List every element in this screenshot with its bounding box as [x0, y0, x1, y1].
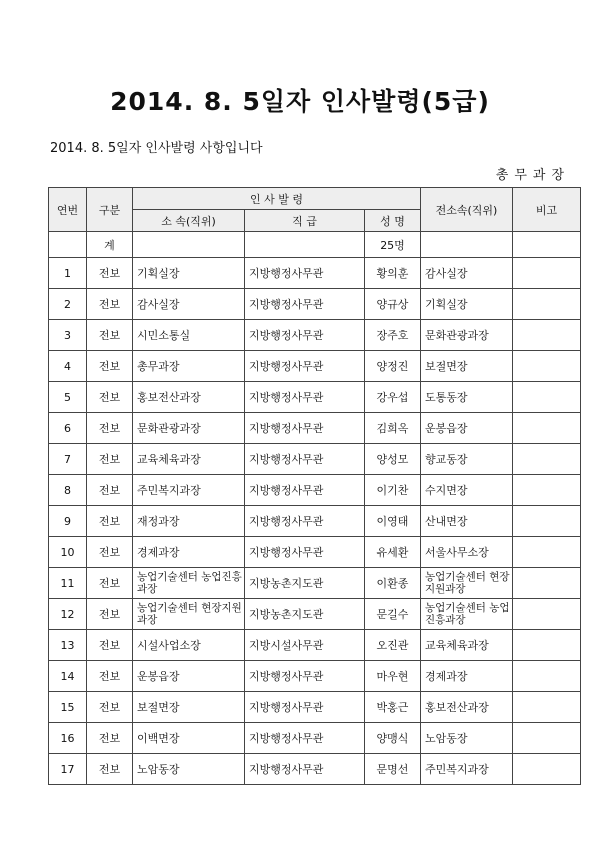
cell-affiliation: 시민소통실: [133, 320, 245, 351]
cell-prev: 서울사무소장: [421, 537, 513, 568]
cell-type: 전보: [87, 382, 133, 413]
cell-prev: 향교동장: [421, 444, 513, 475]
cell-prev: 노암동장: [421, 723, 513, 754]
cell-type: 전보: [87, 692, 133, 723]
cell-no: 13: [49, 630, 87, 661]
table-row: [49, 320, 581, 351]
cell-affiliation: 보절면장: [133, 692, 245, 723]
cell-name: 문명선: [365, 754, 421, 785]
cell-note: [513, 351, 581, 382]
cell-prev: 운봉읍장: [421, 413, 513, 444]
cell-name: 김희옥: [365, 413, 421, 444]
cell-type: 전보: [87, 661, 133, 692]
cell-type: 전보: [87, 568, 133, 599]
table-row: [49, 506, 581, 537]
cell-name: 강우섭: [365, 382, 421, 413]
table-row: [49, 599, 581, 630]
cell-note: [513, 382, 581, 413]
cell-no: 17: [49, 754, 87, 785]
cell-no: 4: [49, 351, 87, 382]
cell-grade: 지방행정사무관: [245, 475, 365, 506]
cell-no: 16: [49, 723, 87, 754]
cell-no: 1: [49, 258, 87, 289]
cell-type: 전보: [87, 320, 133, 351]
header-no: 연번: [49, 188, 87, 232]
cell-prev: 도통동장: [421, 382, 513, 413]
cell-no: 8: [49, 475, 87, 506]
cell-name: 박홍근: [365, 692, 421, 723]
cell-no: 5: [49, 382, 87, 413]
cell-name: 장주호: [365, 320, 421, 351]
cell-note: [513, 506, 581, 537]
cell-no: 9: [49, 506, 87, 537]
cell-grade: 지방행정사무관: [245, 258, 365, 289]
cell-name: 이기찬: [365, 475, 421, 506]
cell-grade: 지방행정사무관: [245, 506, 365, 537]
table-row: [49, 413, 581, 444]
cell-grade: 지방행정사무관: [245, 351, 365, 382]
header-appointment: 인 사 발 령: [133, 188, 421, 210]
cell-note: [513, 599, 581, 630]
cell-name: 유세환: [365, 537, 421, 568]
cell-prev: 주민복지과장: [421, 754, 513, 785]
cell-grade: 지방행정사무관: [245, 754, 365, 785]
cell-affiliation: 시설사업소장: [133, 630, 245, 661]
cell-grade: 지방행정사무관: [245, 444, 365, 475]
cell-affiliation: 재정과장: [133, 506, 245, 537]
cell-affiliation: 총무과장: [133, 351, 245, 382]
cell-type: 전보: [87, 351, 133, 382]
cell-affiliation: 문화관광과장: [133, 413, 245, 444]
cell-affiliation: 주민복지과장: [133, 475, 245, 506]
table-row: [49, 258, 581, 289]
cell-type: 전보: [87, 413, 133, 444]
cell-type: 전보: [87, 506, 133, 537]
table-row: [49, 692, 581, 723]
table-row: [49, 444, 581, 475]
cell-grade: 지방행정사무관: [245, 382, 365, 413]
cell-no: 15: [49, 692, 87, 723]
total-count: 25명: [365, 232, 421, 258]
table-row: [49, 537, 581, 568]
cell-prev: 경제과장: [421, 661, 513, 692]
cell-note: [513, 289, 581, 320]
cell-name: 오진관: [365, 630, 421, 661]
cell-no: 14: [49, 661, 87, 692]
cell-name: 마우현: [365, 661, 421, 692]
cell-grade: 지방시설사무관: [245, 630, 365, 661]
cell-note: [513, 413, 581, 444]
cell-prev: 보절면장: [421, 351, 513, 382]
cell-affiliation: 이백면장: [133, 723, 245, 754]
cell-prev: 농업기술센터 농업진흥과장: [421, 599, 513, 630]
cell-type: 전보: [87, 723, 133, 754]
cell-grade: 지방행정사무관: [245, 723, 365, 754]
cell-type: 전보: [87, 475, 133, 506]
cell-name: 양정진: [365, 351, 421, 382]
cell-affiliation: 농업기술센터 현장지원과장: [133, 599, 245, 630]
cell-note: [513, 723, 581, 754]
table-row: [49, 661, 581, 692]
table-row: [49, 568, 581, 599]
cell-name: 황의훈: [365, 258, 421, 289]
cell-affiliation: 감사실장: [133, 289, 245, 320]
cell-prev: 산내면장: [421, 506, 513, 537]
subtitle: 2014. 8. 5일자 인사발령 사항입니다: [50, 141, 263, 156]
cell-no: 6: [49, 413, 87, 444]
cell-prev: 문화관광과장: [421, 320, 513, 351]
cell-prev: 교육체육과장: [421, 630, 513, 661]
cell-note: [513, 661, 581, 692]
header-note: 비고: [513, 188, 581, 232]
cell-type: 전보: [87, 537, 133, 568]
header-grade: 직 급: [245, 210, 365, 232]
cell-name: 양맹식: [365, 723, 421, 754]
table-row: [49, 351, 581, 382]
header-affiliation: 소 속(직위): [133, 210, 245, 232]
cell-no: 2: [49, 289, 87, 320]
header-type: 구분: [87, 188, 133, 232]
total-label: 계: [87, 232, 133, 258]
total-row: [49, 232, 581, 258]
table-row: [49, 723, 581, 754]
cell-name: 이영태: [365, 506, 421, 537]
table-row: [49, 475, 581, 506]
cell-note: [513, 692, 581, 723]
header-name: 성 명: [365, 210, 421, 232]
cell-prev: 수지면장: [421, 475, 513, 506]
cell-name: 양규상: [365, 289, 421, 320]
cell-note: [513, 754, 581, 785]
cell-prev: 홍보전산과장: [421, 692, 513, 723]
cell-no: 12: [49, 599, 87, 630]
cell-grade: 지방행정사무관: [245, 661, 365, 692]
cell-note: [513, 444, 581, 475]
cell-no: 10: [49, 537, 87, 568]
cell-no: 11: [49, 568, 87, 599]
cell-no: 7: [49, 444, 87, 475]
cell-affiliation: 농업기술센터 농업진흥과장: [133, 568, 245, 599]
cell-note: [513, 537, 581, 568]
cell-grade: 지방행정사무관: [245, 692, 365, 723]
cell-grade: 지방농촌지도관: [245, 568, 365, 599]
page-title: 2014. 8. 5일자 인사발령(5급): [110, 87, 490, 116]
cell-grade: 지방농촌지도관: [245, 599, 365, 630]
appointment-table: [48, 187, 581, 785]
cell-affiliation: 교육체육과장: [133, 444, 245, 475]
cell-prev: 기획실장: [421, 289, 513, 320]
cell-note: [513, 320, 581, 351]
cell-type: 전보: [87, 630, 133, 661]
cell-name: 이환종: [365, 568, 421, 599]
cell-name: 양성모: [365, 444, 421, 475]
cell-affiliation: 노암동장: [133, 754, 245, 785]
table-row: [49, 630, 581, 661]
cell-prev: 농업기술센터 현장지원과장: [421, 568, 513, 599]
cell-affiliation: 운봉읍장: [133, 661, 245, 692]
cell-type: 전보: [87, 444, 133, 475]
table-row: [49, 289, 581, 320]
cell-grade: 지방행정사무관: [245, 320, 365, 351]
cell-type: 전보: [87, 754, 133, 785]
table-row: [49, 382, 581, 413]
cell-affiliation: 기획실장: [133, 258, 245, 289]
department-label: 총무과장: [495, 168, 570, 183]
cell-note: [513, 568, 581, 599]
cell-affiliation: 경제과장: [133, 537, 245, 568]
cell-type: 전보: [87, 258, 133, 289]
cell-affiliation: 홍보전산과장: [133, 382, 245, 413]
cell-grade: 지방행정사무관: [245, 537, 365, 568]
cell-prev: 감사실장: [421, 258, 513, 289]
cell-name: 문길수: [365, 599, 421, 630]
cell-no: 3: [49, 320, 87, 351]
cell-note: [513, 630, 581, 661]
cell-type: 전보: [87, 599, 133, 630]
cell-note: [513, 258, 581, 289]
header-prev: 전소속(직위): [421, 188, 513, 232]
cell-type: 전보: [87, 289, 133, 320]
cell-grade: 지방행정사무관: [245, 413, 365, 444]
table-row: [49, 754, 581, 785]
cell-note: [513, 475, 581, 506]
cell-grade: 지방행정사무관: [245, 289, 365, 320]
